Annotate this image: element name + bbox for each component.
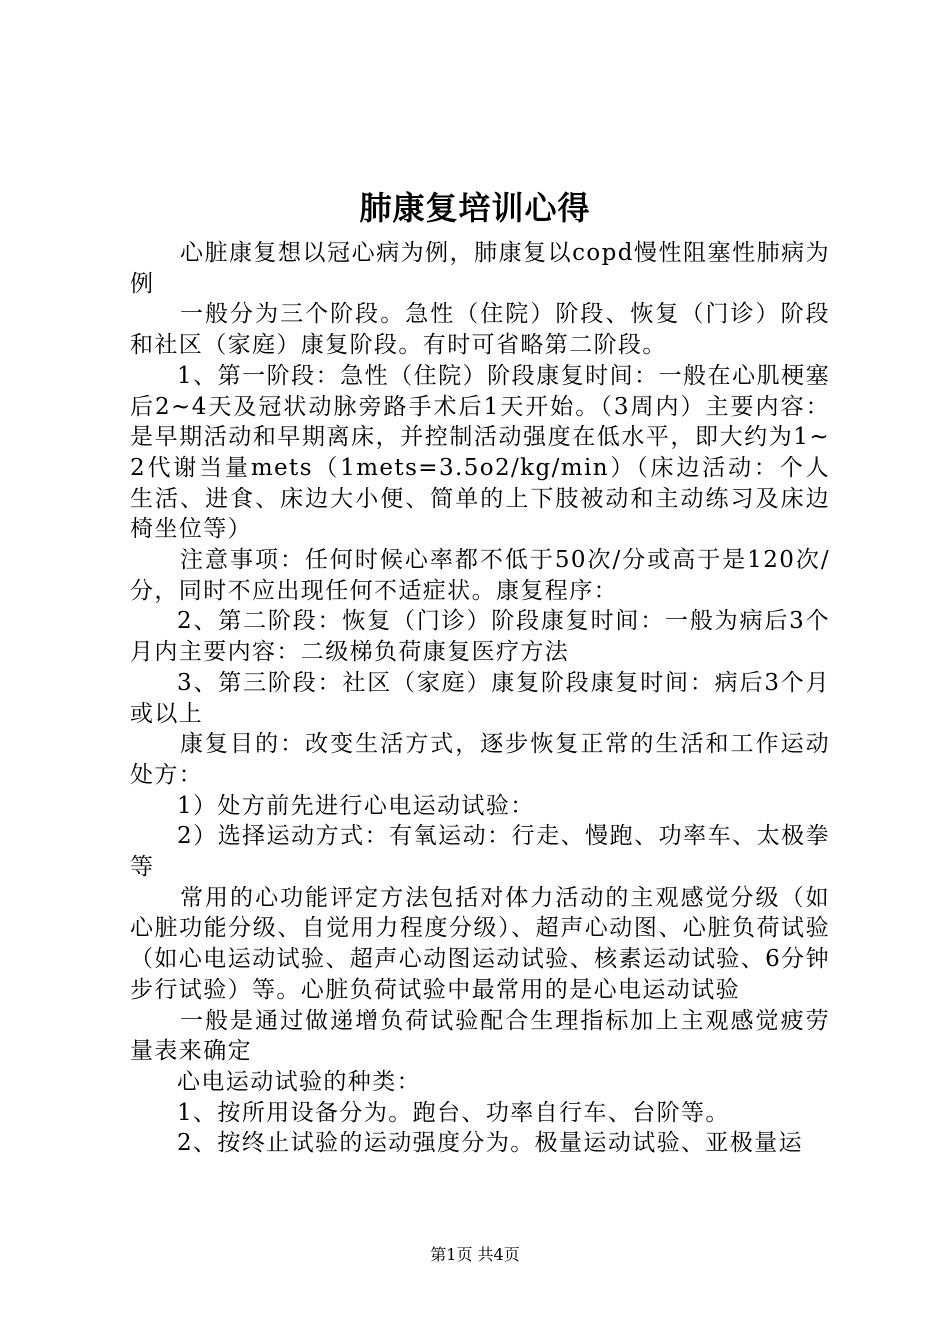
paragraph: 2）选择运动方式：有氧运动：行走、慢跑、功率车、太极拳等 xyxy=(130,823,830,881)
paragraph: 心电运动试验的种类： xyxy=(177,1068,421,1095)
paragraph: 一般是通过做递增负荷试验配合生理指标加上主观感觉疲劳量表来确定 xyxy=(130,1007,830,1065)
document-title: 肺康复培训心得 xyxy=(359,189,591,227)
paragraph: 康复目的：改变生活方式，逐步恢复正常的生活和工作运动处方： xyxy=(130,731,830,788)
paragraph: 常用的心功能评定方法包括对体力活动的主观感觉分级（如心脏功能分级、自觉用力程度分级）、超声心动图、心脏负荷试验（如心电运动试验、超声心动图运动试验、核素运动试验、6分钟步行试验）等。心脏负荷试验中最常用的是心电运动试验 xyxy=(130,884,830,1003)
paragraph: 1、第一阶段：急性（住院）阶段康复时间：一般在心肌梗塞后2~4天及冠状动脉旁路手术后1天开始。（3周内）主要内容：是早期活动和早期离床，并控制活动强度在低水平，即大约为1~2代谢当量mets（1mets=3.5o2/kg/min）（床边活动：个人生活、进食、床边大小便、简单的上下肢被动和主动练习及床边椅坐位等） xyxy=(130,362,830,543)
paragraph: 2、第二阶段：恢复（门诊）阶段康复时间：一般为病后3个月内主要内容：二级梯负荷康复医疗方法 xyxy=(130,608,830,666)
paragraph: 3、第三阶段：社区（家庭）康复阶段康复时间：病后3个月或以上 xyxy=(130,669,830,727)
paragraph: 心脏康复想以冠心病为例，肺康复以copd慢性阻塞性肺病为例 xyxy=(130,240,830,297)
page-footer: 第1页 共4页 xyxy=(430,1245,520,1264)
paragraph: 注意事项：任何时候心率都不低于50次/分或高于是120次/分，同时不应出现任何不适症状。康复程序： xyxy=(130,547,830,604)
document-body xyxy=(130,238,830,1159)
paragraph: 一般分为三个阶段。急性（住院）阶段、恢复（门诊）阶段和社区（家庭）康复阶段。有时可省略第二阶段。 xyxy=(130,301,830,359)
paragraph: 2、按终止试验的运动强度分为。极量运动试验、亚极量运 xyxy=(177,1130,804,1157)
paragraph: 1、按所用设备分为。跑台、功率自行车、台阶等。 xyxy=(177,1099,730,1126)
paragraph: 1）处方前先进行心电运动试验： xyxy=(177,792,535,819)
